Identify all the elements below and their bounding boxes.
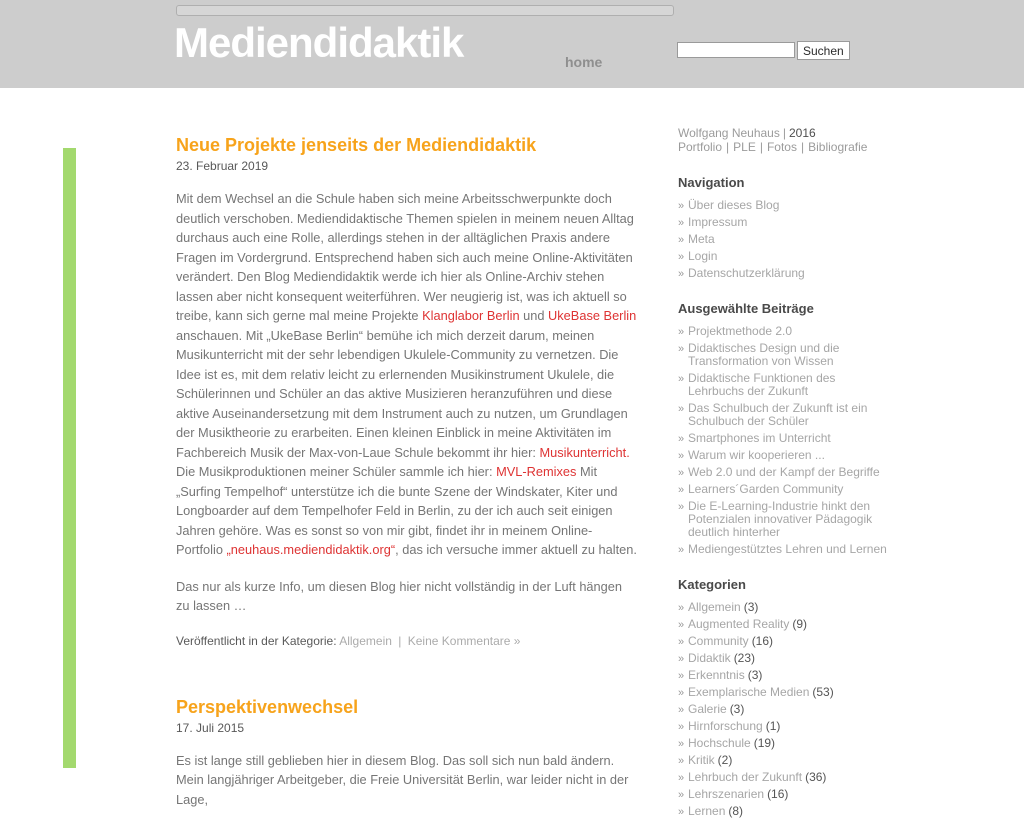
search-input[interactable]: [677, 42, 795, 58]
sidebar-nav-item[interactable]: [678, 267, 892, 280]
category-label: Hochschule: [688, 736, 751, 750]
arrow-bullet-icon: [678, 216, 684, 230]
category-item[interactable]: [678, 686, 892, 699]
featured-post-label: Smartphones im Unterricht: [688, 431, 831, 445]
category-label: Erkenntnis: [688, 668, 745, 682]
featured-post-label: Didaktisches Design und die Transformation von Wissen: [688, 341, 840, 368]
category-label: Hirnforschung: [688, 719, 763, 733]
featured-post-label: Das Schulbuch der Zukunft ist ein Schulbuch der Schüler: [688, 401, 868, 428]
blog-post: [176, 134, 638, 648]
sidebar-nav-label: Meta: [688, 232, 715, 246]
featured-post-item[interactable]: [678, 402, 892, 428]
arrow-bullet-icon: [678, 601, 684, 615]
category-label: Lernen: [688, 804, 726, 818]
featured-post-label: Didaktische Funktionen des Lehrbuchs der Zukunft: [688, 371, 836, 398]
text-run: Das nur als kurze Info, um diesen Blog hier nicht vollständig in der Luft hängen zu lassen …: [176, 578, 623, 613]
category-count: (36): [805, 770, 827, 784]
sidebar-nav-item[interactable]: [678, 250, 892, 263]
home-link[interactable]: home: [565, 54, 603, 70]
post-paragraph: [176, 751, 638, 810]
featured-post-item[interactable]: [678, 372, 892, 398]
arrow-bullet-icon: [678, 720, 684, 734]
inline-link[interactable]: „neuhaus.mediendidaktik.org“: [226, 542, 396, 557]
category-item[interactable]: [678, 618, 892, 631]
sidebar-nav-label: Impressum: [688, 215, 748, 229]
category-item[interactable]: [678, 788, 892, 801]
arrow-bullet-icon: [678, 618, 684, 632]
profile-link[interactable]: Portfolio: [678, 140, 723, 154]
featured-heading: Ausgewählte Beiträge: [678, 301, 814, 316]
category-link[interactable]: Allgemein: [339, 633, 392, 648]
byline: [678, 127, 924, 140]
featured-post-item[interactable]: [678, 543, 892, 556]
featured-post-item[interactable]: [678, 483, 892, 496]
featured-post-item[interactable]: [678, 466, 892, 479]
profile-links: [678, 141, 924, 154]
arrow-bullet-icon: [678, 250, 684, 264]
category-count: (16): [767, 787, 789, 801]
arrow-bullet-icon: [678, 703, 684, 717]
featured-post-label: Learners´Garden Community: [688, 482, 844, 496]
category-item[interactable]: [678, 737, 892, 750]
category-item[interactable]: [678, 652, 892, 665]
category-label: Exemplarische Medien: [688, 685, 810, 699]
site-title[interactable]: Mediendidaktik: [174, 19, 464, 66]
separator: |: [726, 140, 730, 154]
post-paragraph: [176, 189, 638, 560]
navigation-list: [678, 199, 892, 280]
category-item[interactable]: [678, 771, 892, 784]
category-count: (8): [728, 804, 744, 818]
category-count: (23): [733, 651, 756, 665]
category-label: Didaktik: [688, 651, 731, 665]
text-run: und: [519, 308, 549, 323]
arrow-bullet-icon: [678, 652, 684, 666]
inline-link[interactable]: Musikunterricht.: [539, 444, 630, 460]
post-date: 23. Februar 2019: [176, 159, 269, 173]
category-item[interactable]: [678, 601, 892, 614]
category-count: (3): [729, 702, 745, 716]
arrow-bullet-icon: [678, 342, 684, 356]
sidebar-nav-item[interactable]: [678, 199, 892, 212]
comments-link[interactable]: Keine Kommentare »: [407, 633, 521, 648]
arrow-bullet-icon: [678, 466, 684, 480]
profile-link[interactable]: Fotos: [766, 140, 797, 154]
arrow-bullet-icon: [678, 669, 684, 683]
category-count: (53): [812, 685, 834, 699]
separator: |: [398, 633, 402, 648]
navigation-heading: Navigation: [678, 175, 745, 190]
inline-link[interactable]: Klanglabor Berlin: [422, 308, 520, 323]
separator: |: [782, 126, 786, 140]
category-item[interactable]: [678, 805, 892, 818]
featured-post-label: Warum wir kooperieren ...: [688, 448, 825, 462]
post-title[interactable]: Neue Projekte jenseits der Mediendidaktik: [176, 135, 537, 155]
category-count: (3): [747, 668, 763, 682]
arrow-bullet-icon: [678, 754, 684, 768]
category-count: (16): [751, 634, 774, 648]
arrow-bullet-icon: [678, 199, 684, 213]
inline-link[interactable]: UkeBase Berlin: [548, 308, 637, 323]
separator: |: [800, 140, 805, 154]
arrow-bullet-icon: [678, 267, 684, 281]
arrow-bullet-icon: [678, 543, 684, 557]
featured-post-label: Mediengestütztes Lehren und Lernen: [688, 542, 887, 556]
category-label: Lehrbuch der Zukunft: [688, 770, 803, 784]
arrow-bullet-icon: [678, 372, 684, 386]
arrow-bullet-icon: [678, 325, 684, 339]
text-run: Mit dem Wechsel an die Schule haben sich meine Arbeitsschwerpunkte doch deutlich verschoben. Mediendidaktische Themen spielen in meinem neuen Alltag durchaus auch eine Rolle, allerdings stehen in der alltäglichen Praxis andere Fragen im Vordergrund. Entsprechend haben sich auch meine Online-Aktivitäten verändert. Den Blog Mediendidaktik werde ich hier als Online-Archiv stehen lassen aber nicht konsequent weiterführen. Wer neugierig ist, was ich aktuell so treibe, kann sich gerne mal meine Projekte: [176, 191, 634, 323]
text-run: , das ich versuche immer aktuell zu halten.: [395, 542, 637, 557]
text-run: Die Musikproduktionen meiner Schüler sammle ich hier:: [176, 464, 497, 479]
category-label: Community: [688, 634, 749, 648]
arrow-bullet-icon: [678, 805, 684, 819]
arrow-bullet-icon: [678, 635, 684, 649]
category-item[interactable]: [678, 635, 892, 648]
top-input-bar[interactable]: [176, 5, 674, 16]
category-count: (2): [717, 753, 733, 767]
blog-post: [176, 696, 638, 810]
text-run: Es ist lange still geblieben hier in diesem Blog. Das soll sich nun bald ändern. Mein langjähriger Arbeitgeber, die Freie Universität Berlin, war leider nicht in der Lage,: [176, 752, 629, 807]
post-title[interactable]: Perspektivenwechsel: [176, 696, 359, 717]
category-item[interactable]: [678, 720, 892, 733]
category-item[interactable]: [678, 669, 892, 682]
category-item[interactable]: [678, 754, 892, 767]
category-label: Augmented Reality: [688, 617, 790, 631]
featured-post-label: Die E-Learning-Industrie hinkt den Potenzialen innovativer Pädagogik deutlich hinterher: [688, 499, 873, 539]
featured-post-item[interactable]: [678, 500, 892, 539]
featured-post-label: Web 2.0 und der Kampf der Begriffe: [688, 465, 880, 479]
category-count: (19): [753, 736, 776, 750]
main-content: [176, 134, 638, 826]
featured-post-label: Projektmethode 2.0: [688, 324, 793, 338]
categories-list: [678, 601, 892, 818]
featured-post-item[interactable]: [678, 325, 892, 338]
category-label: Kritik: [688, 753, 715, 767]
sidebar-nav-item[interactable]: [678, 216, 892, 229]
arrow-bullet-icon: [678, 233, 684, 247]
sidebar-nav-label: Datenschutzerklärung: [688, 266, 805, 280]
featured-posts-list: [678, 325, 892, 556]
arrow-bullet-icon: [678, 737, 684, 751]
arrow-bullet-icon: [678, 788, 684, 802]
inline-link[interactable]: MVL-Remixes: [496, 464, 577, 479]
text-run: anschauen. Mit „UkeBase Berlin“ bemühe ich mich derzeit darum, meinen Musikunterricht mit der sehr lebendigen Ukulele-Community zu vernetzen. Die Idee ist es, mit dem relativ leicht zu erlernenden Musikinstrument Ukulele, die Schülerinnen und Schüler an das aktive Musizieren heranzuführen und diese aktive Auseinandersetzung mit dem Instrument auch zu nutzen, um Grundlagen der Musiktheorie zu erarbeiten. Einen kleinen Einblick in meine Aktivitäten im Fachbereich Musik der Max-von-Laue Schule bekommt ihr hier:: [176, 327, 628, 460]
arrow-bullet-icon: [678, 402, 684, 416]
sidebar-nav-label: Login: [688, 249, 718, 263]
sidebar-nav-item[interactable]: [678, 233, 892, 246]
text-run: Mit „Surfing Tempelhof“ unterstütze ich die bunte Szene der Windskater, Kiter und Longboarder auf dem Tempelhofer Feld in Berlin, zu der ich auch seit einigen Jahren gehöre. Was es sonst so von mir gibt, findet ihr in meinem Online-Portfolio: [176, 464, 618, 557]
green-accent-bar: [63, 148, 76, 768]
search-button[interactable]: Suchen: [797, 41, 850, 60]
category-item[interactable]: [678, 703, 892, 716]
author-name: Wolfgang Neuhaus: [678, 126, 780, 140]
arrow-bullet-icon: [678, 686, 684, 700]
profile-link[interactable]: Bibliografie: [808, 140, 868, 154]
category-count: (3): [743, 600, 759, 614]
profile-link[interactable]: PLE: [733, 140, 756, 154]
arrow-bullet-icon: [678, 449, 684, 463]
category-label: Galerie: [688, 702, 727, 716]
arrow-bullet-icon: [678, 483, 684, 497]
category-label: Lehrszenarien: [688, 787, 765, 801]
post-footer-label: Veröffentlicht in der Kategorie:: [176, 633, 337, 648]
arrow-bullet-icon: [678, 771, 684, 785]
sidebar: [678, 127, 924, 822]
arrow-bullet-icon: [678, 432, 684, 446]
post-date: 17. Juli 2015: [176, 720, 245, 735]
site-header: [0, 0, 1024, 88]
separator: |: [759, 140, 763, 154]
byline-year: 2016: [788, 126, 816, 140]
arrow-bullet-icon: [678, 500, 684, 514]
featured-post-item[interactable]: [678, 342, 892, 368]
featured-post-item[interactable]: [678, 432, 892, 445]
category-count: (9): [792, 617, 808, 631]
featured-post-item[interactable]: [678, 449, 892, 462]
sidebar-nav-label: Über dieses Blog: [688, 198, 780, 212]
post-paragraph: [176, 577, 638, 616]
categories-heading: Kategorien: [678, 577, 746, 592]
post-footer: [176, 634, 638, 648]
category-count: (1): [765, 719, 781, 733]
category-label: Allgemein: [688, 600, 741, 614]
